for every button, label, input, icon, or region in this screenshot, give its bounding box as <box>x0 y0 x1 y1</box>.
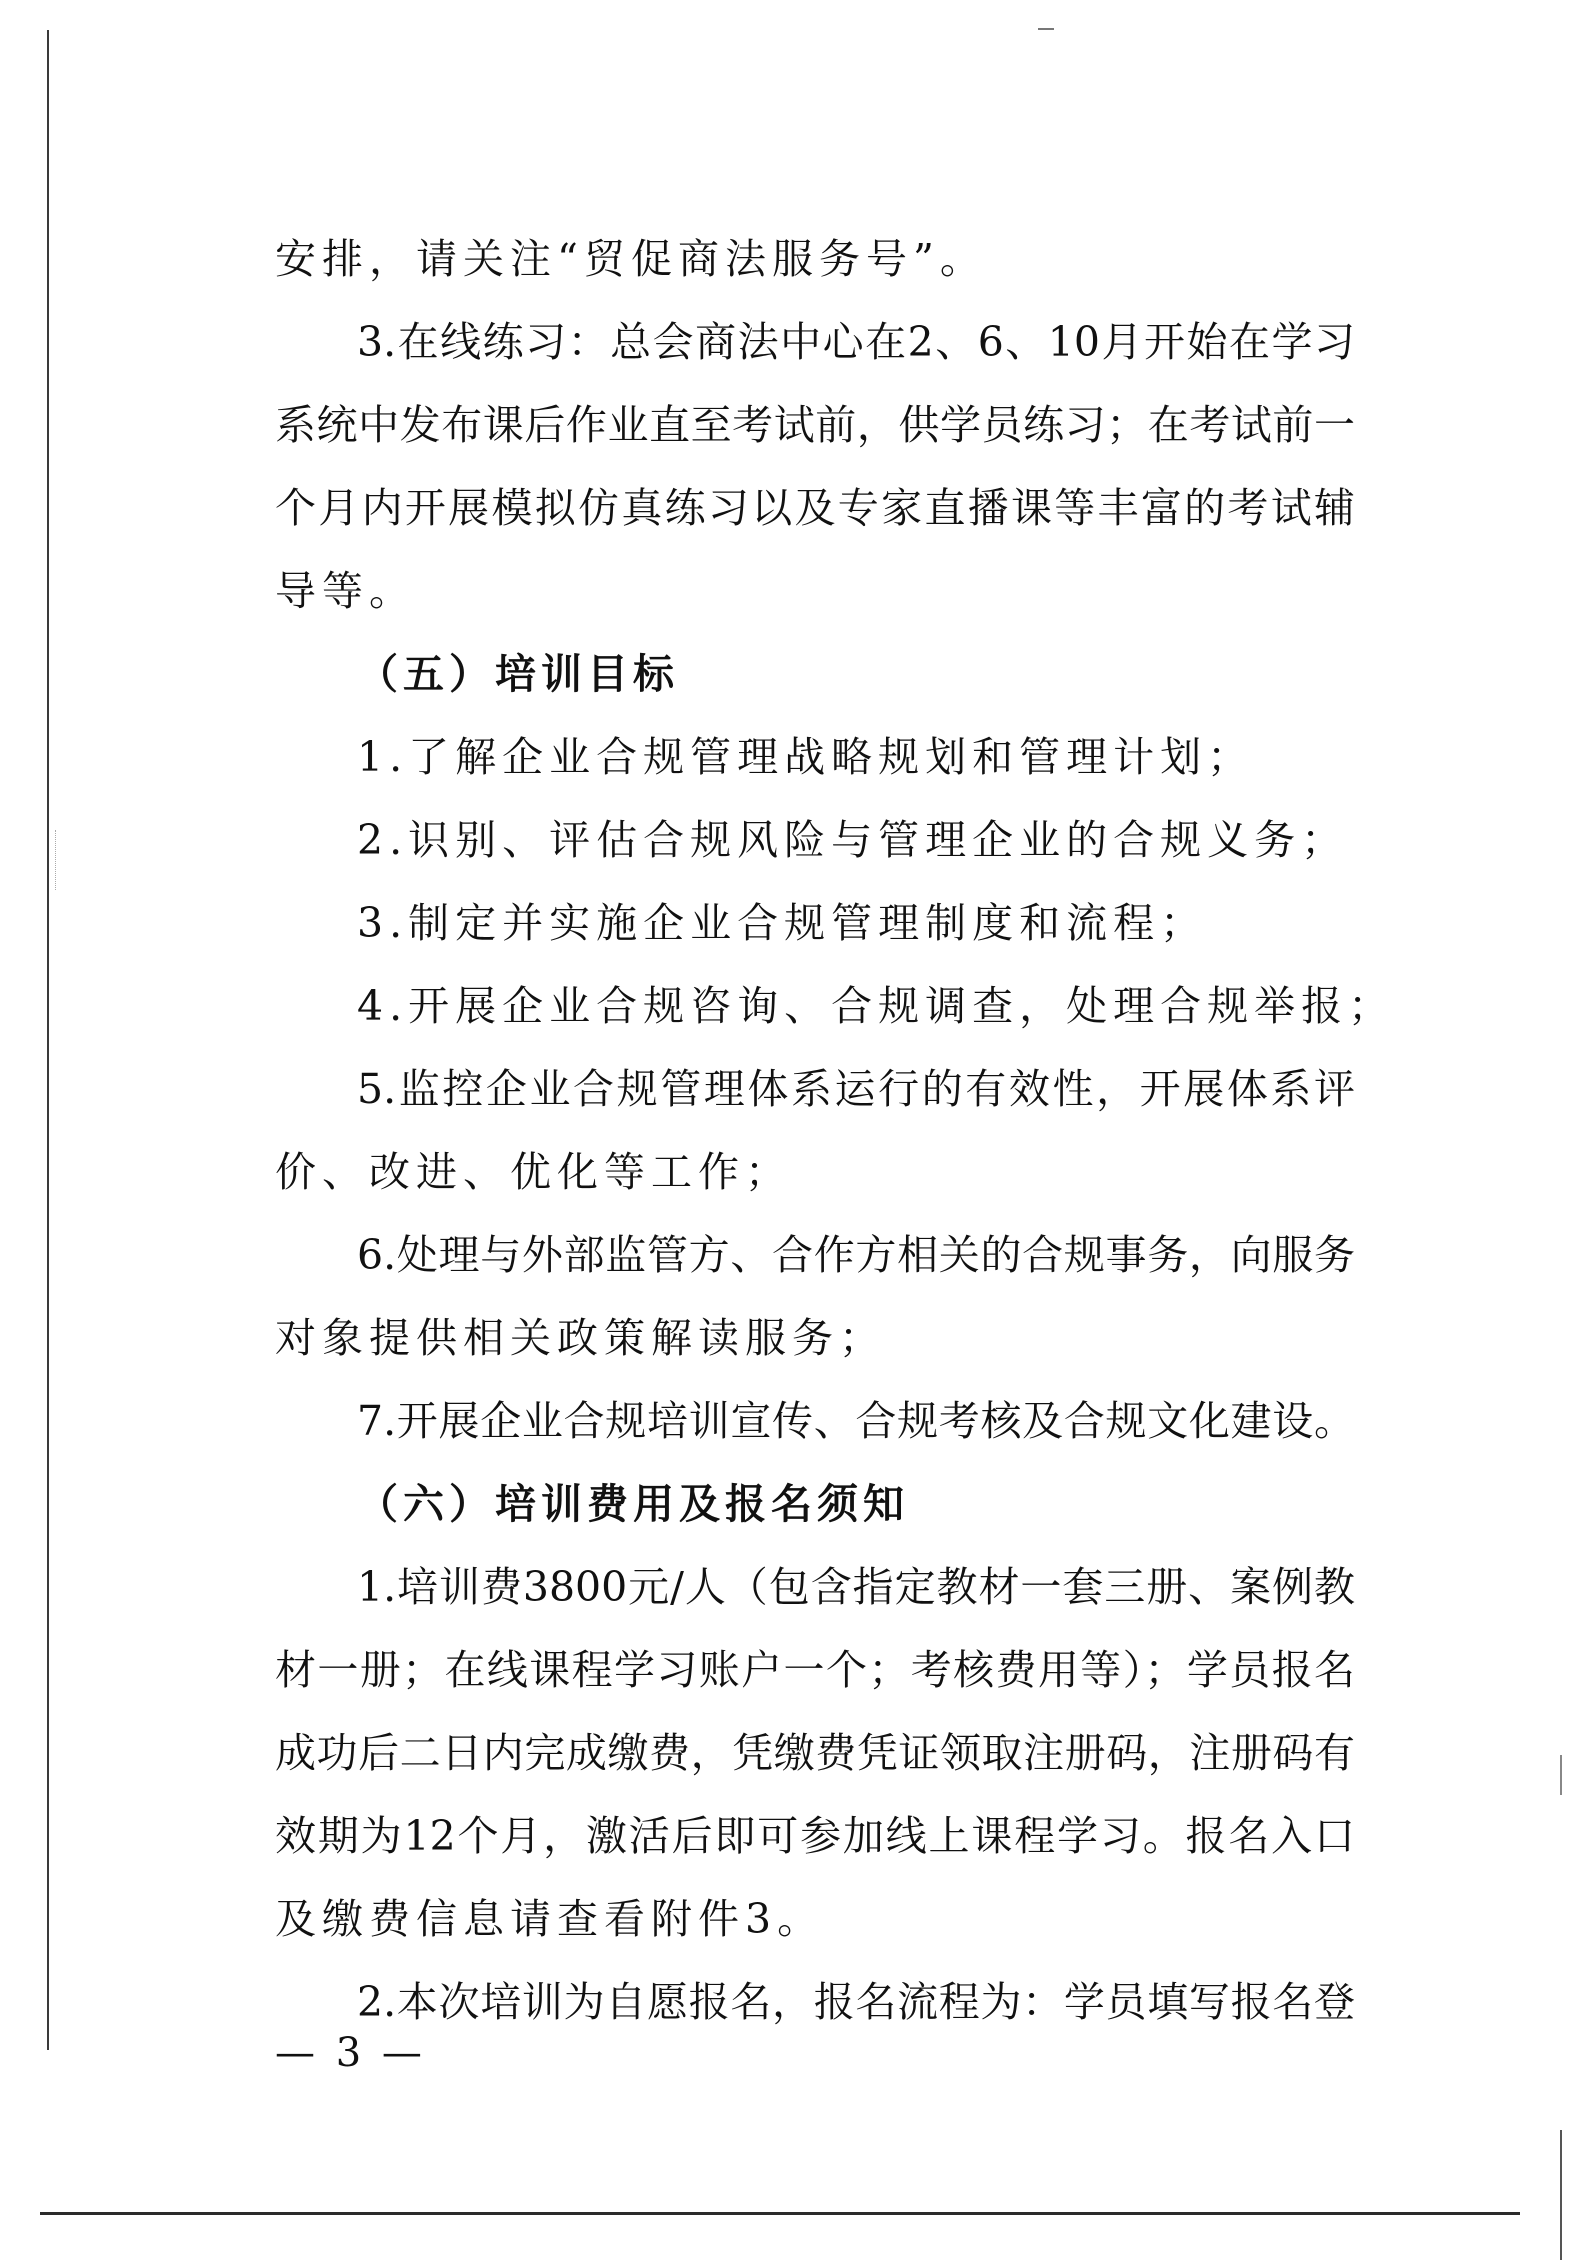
page-number: — 3 — <box>275 2030 426 2076</box>
text-line: 及缴费信息请查看附件3。 <box>275 1895 825 1943</box>
text-line: 对象提供相关政策解读服务； <box>275 1314 886 1362</box>
document-body <box>275 218 1396 2044</box>
text-line: 5.监控企业合规管理体系运行的有效性，开展体系评 <box>357 1065 1355 1113</box>
scan-mark <box>1038 28 1054 30</box>
text-line: 材一册；在线课程学习账户一个；考核费用等）；学员报名 <box>275 1646 1355 1694</box>
text-line: 7.开展企业合规培训宣传、合规考核及合规文化建设。 <box>357 1397 1355 1445</box>
text-line: 3.制定并实施企业合规管理制度和流程； <box>357 899 1208 947</box>
section-heading: （六）培训费用及报名须知 <box>357 1480 909 1528</box>
text-line: 3.在线练习：总会商法中心在2、6、10月开始在学习 <box>357 318 1355 366</box>
text-line: 效期为12个月，激活后即可参加线上课程学习。报名入口 <box>275 1812 1355 1860</box>
text-line: 成功后二日内完成缴费，凭缴费凭证领取注册码，注册码有 <box>275 1729 1355 1777</box>
text-line: 1.了解企业合规管理战略规划和管理计划； <box>357 733 1255 781</box>
text-line: 1.培训费3800元/人（包含指定教材一套三册、案例教 <box>357 1563 1355 1611</box>
scan-mark <box>1560 1755 1562 1795</box>
text-line: 价、改进、优化等工作； <box>275 1148 792 1196</box>
text-line: 2.识别、评估合规风险与管理企业的合规义务； <box>357 816 1349 864</box>
scan-bottom-line <box>40 2212 1520 2215</box>
text-line: 个月内开展模拟仿真练习以及专家直播课等丰富的考试辅 <box>275 484 1355 532</box>
text-line: 系统中发布课后作业直至考试前，供学员练习；在考试前一 <box>275 401 1355 449</box>
section-heading: （五）培训目标 <box>357 650 679 698</box>
scan-mark <box>55 830 57 890</box>
text-line: 4.开展企业合规咨询、合规调查，处理合规举报； <box>357 982 1396 1030</box>
text-line: 导等。 <box>275 567 416 615</box>
text-line: 安排，请关注“贸促商法服务号”。 <box>275 235 987 283</box>
text-line: 6.处理与外部监管方、合作方相关的合规事务，向服务 <box>357 1231 1355 1279</box>
text-line: 2.本次培训为自愿报名，报名流程为：学员填写报名登 <box>357 1978 1355 2026</box>
scan-mark <box>1560 2130 1562 2260</box>
scan-edge-line <box>47 30 49 2050</box>
